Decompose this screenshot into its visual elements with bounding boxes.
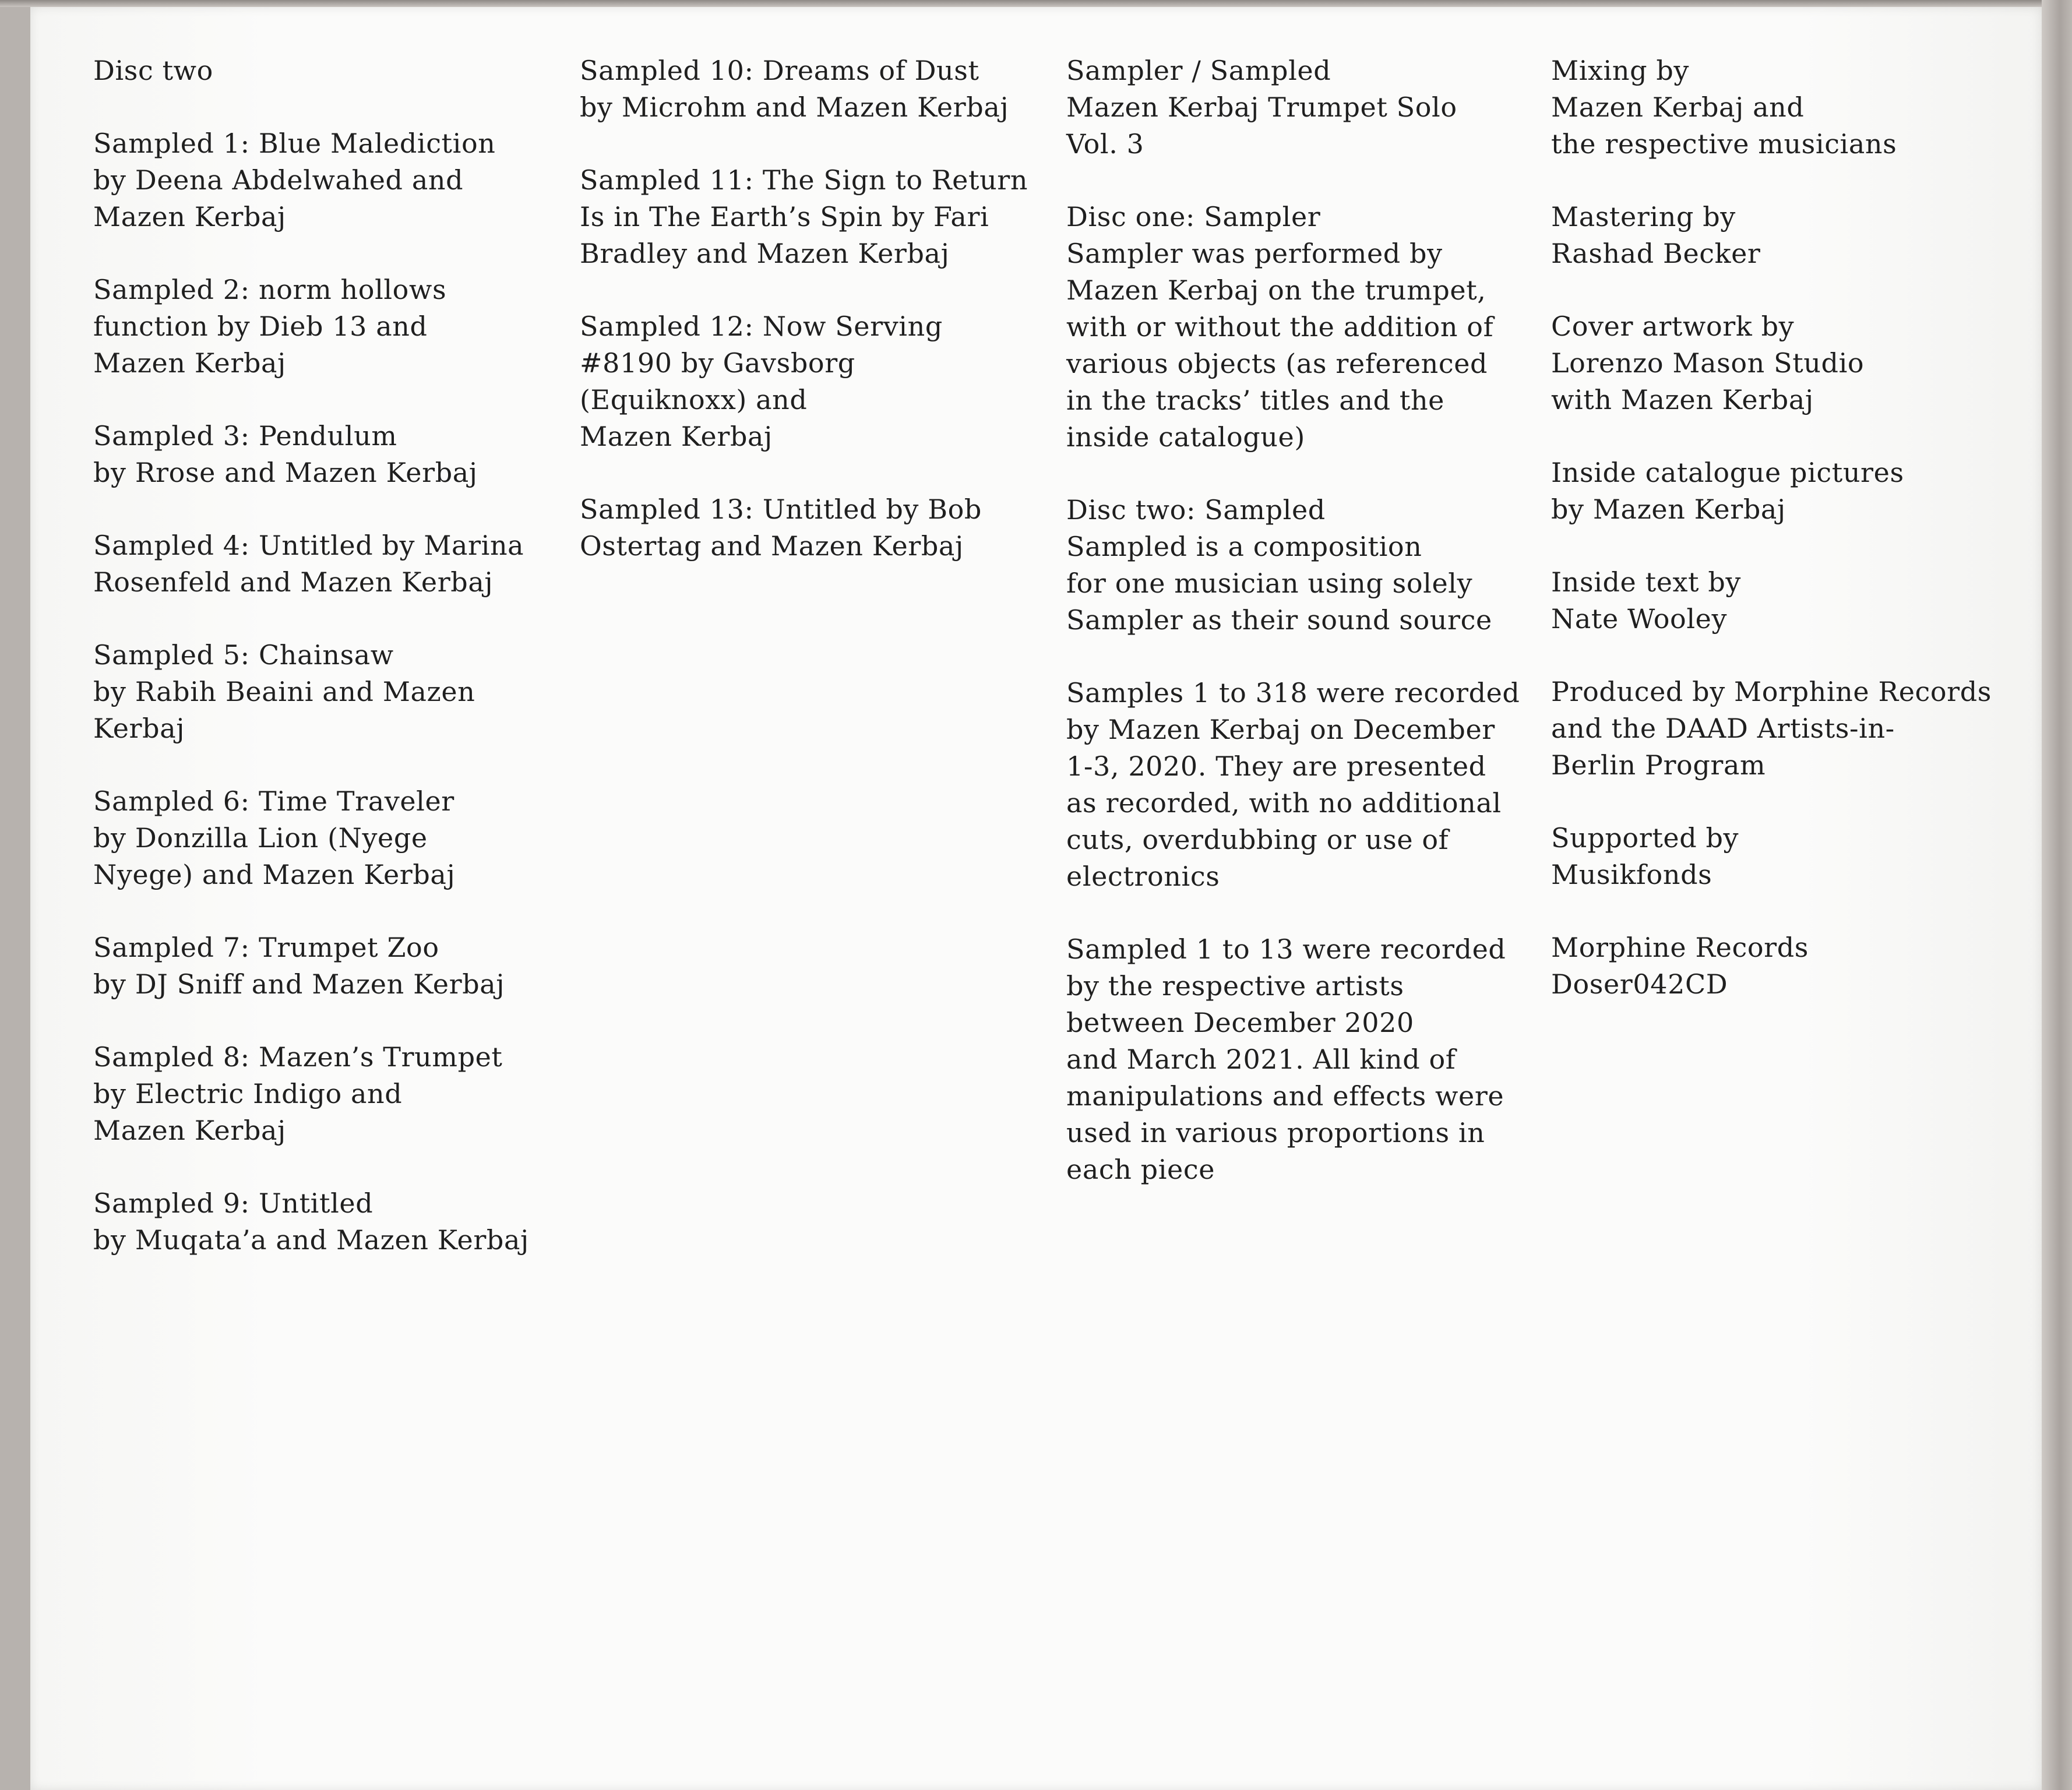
credit-line: cuts, overdubbing or use of — [1066, 824, 1449, 855]
credit-block — [1551, 199, 2006, 272]
credit-line: by the respective artists — [1066, 970, 1404, 1002]
credit-line: Sampled 4: Untitled by Marina — [93, 530, 524, 561]
credit-line: function by Dieb 13 and — [93, 311, 428, 342]
credit-line: Sampled 3: Pendulum — [93, 420, 397, 452]
credit-line: Mazen Kerbaj on the trumpet, — [1066, 274, 1486, 306]
credit-block — [93, 929, 548, 1003]
credit-line: and the DAAD Artists-in- — [1551, 713, 1895, 744]
credit-block — [1551, 820, 2006, 893]
credit-block — [1551, 308, 2006, 418]
credit-line: Produced by Morphine Records — [1551, 676, 1992, 707]
credit-line: Disc two: Sampled — [1066, 494, 1326, 526]
booklet-right-edge — [2042, 0, 2072, 1790]
credit-block — [1551, 52, 2006, 163]
credit-line: inside catalogue) — [1066, 421, 1305, 453]
credit-block — [1551, 929, 2006, 1003]
credit-line: Disc two — [93, 55, 213, 86]
credit-line: Rosenfeld and Mazen Kerbaj — [93, 566, 494, 598]
booklet-top-edge — [0, 0, 2072, 7]
credits-column-4 — [1551, 52, 2006, 1039]
credit-line: and March 2021. All kind of — [1066, 1044, 1456, 1075]
credit-line: Sampled 10: Dreams of Dust — [580, 55, 979, 86]
credit-line: Berlin Program — [1551, 749, 1766, 781]
credit-line: Bradley and Mazen Kerbaj — [580, 238, 950, 269]
credit-line: by Mazen Kerbaj on December — [1066, 714, 1495, 745]
credits-column-1 — [93, 52, 548, 1295]
credit-line: Sampled is a composition — [1066, 531, 1422, 562]
credit-line: by Rrose and Mazen Kerbaj — [93, 457, 478, 488]
credit-line: (Equiknoxx) and — [580, 384, 808, 415]
credit-line: Ostertag and Mazen Kerbaj — [580, 530, 964, 562]
credit-block — [580, 308, 1034, 455]
credit-line: as recorded, with no additional — [1066, 787, 1502, 819]
credit-line: for one musician using solely — [1066, 568, 1473, 599]
credit-line: by Muqata’a and Mazen Kerbaj — [93, 1224, 529, 1256]
credit-line: Sampled 6: Time Traveler — [93, 785, 454, 817]
credit-block — [93, 52, 548, 89]
credit-block — [1066, 675, 1521, 895]
credit-line: Sampler / Sampled — [1066, 55, 1331, 86]
credit-block — [93, 125, 548, 235]
credit-block — [580, 162, 1034, 272]
credit-line: with or without the addition of — [1066, 311, 1494, 343]
credit-line: Cover artwork by — [1551, 311, 1795, 342]
credit-line: Doser042CD — [1551, 968, 1728, 1000]
credit-line: the respective musicians — [1551, 128, 1897, 160]
credit-block — [93, 1185, 548, 1259]
credit-block — [1066, 492, 1521, 639]
credit-line: Vol. 3 — [1066, 128, 1144, 160]
credit-line: in the tracks’ titles and the — [1066, 385, 1445, 416]
credit-line: Mazen Kerbaj — [93, 347, 286, 379]
credit-block — [93, 1039, 548, 1149]
credit-line: between December 2020 — [1066, 1007, 1414, 1038]
credit-line: by Mazen Kerbaj — [1551, 494, 1786, 525]
credit-line: by Rabih Beaini and Mazen — [93, 676, 475, 707]
credit-line: Sampled 7: Trumpet Zoo — [93, 932, 439, 963]
credit-block — [93, 527, 548, 601]
credit-line: Sampled 8: Mazen’s Trumpet — [93, 1041, 503, 1073]
credit-line: Sampler as their sound source — [1066, 604, 1492, 636]
credit-line: Is in The Earth’s Spin by Fari — [580, 201, 989, 232]
credit-line: Mazen Kerbaj — [580, 421, 773, 452]
credit-block — [1066, 931, 1521, 1188]
credit-line: by Donzilla Lion (Nyege — [93, 822, 428, 854]
credit-block — [580, 52, 1034, 126]
credit-block — [93, 783, 548, 893]
credit-line: Mazen Kerbaj Trumpet Solo — [1066, 91, 1457, 123]
credit-line: with Mazen Kerbaj — [1551, 384, 1814, 415]
credit-block — [1066, 199, 1521, 456]
credit-line: Nyege) and Mazen Kerbaj — [93, 859, 456, 890]
credit-block — [93, 272, 548, 382]
credit-line: Inside text by — [1551, 566, 1741, 598]
credit-line: Morphine Records — [1551, 932, 1809, 963]
credit-line: Lorenzo Mason Studio — [1551, 347, 1865, 379]
credit-line: Samples 1 to 318 were recorded — [1066, 677, 1520, 709]
credit-line: Sampled 1: Blue Malediction — [93, 128, 496, 159]
credit-line: manipulations and effects were — [1066, 1080, 1504, 1112]
credit-line: by Deena Abdelwahed and — [93, 164, 464, 196]
credit-line: Sampled 5: Chainsaw — [93, 639, 394, 671]
credit-line: Disc one: Sampler — [1066, 201, 1321, 232]
credit-line: each piece — [1066, 1154, 1215, 1185]
credit-line: Rashad Becker — [1551, 238, 1761, 269]
credit-line: Musikfonds — [1551, 859, 1712, 890]
credit-line: used in various proportions in — [1066, 1117, 1485, 1148]
credits-column-3 — [1066, 52, 1521, 1224]
credit-line: electronics — [1066, 861, 1220, 892]
credit-line: Sampled 12: Now Serving — [580, 311, 943, 342]
credit-line: Mazen Kerbaj — [93, 1115, 286, 1146]
credit-line: Mixing by — [1551, 55, 1689, 86]
credit-line: Kerbaj — [93, 713, 185, 744]
credit-line: 1-3, 2020. They are presented — [1066, 750, 1486, 782]
credit-line: Sampler was performed by — [1066, 238, 1443, 269]
credit-line: Mazen Kerbaj and — [1551, 91, 1805, 123]
credit-line: by Microhm and Mazen Kerbaj — [580, 91, 1009, 123]
credit-block — [93, 418, 548, 491]
credit-line: Sampled 9: Untitled — [93, 1188, 373, 1219]
credit-line: Mastering by — [1551, 201, 1736, 232]
credits-column-2 — [580, 52, 1034, 601]
credit-block — [1551, 454, 2006, 528]
credit-line: Supported by — [1551, 822, 1739, 854]
credit-block — [580, 491, 1034, 565]
credit-block — [1551, 674, 2006, 784]
credit-line: Nate Wooley — [1551, 603, 1728, 635]
credit-block — [93, 637, 548, 747]
credit-line: Sampled 1 to 13 were recorded — [1066, 933, 1506, 965]
credit-line: Inside catalogue pictures — [1551, 457, 1904, 488]
credit-line: Mazen Kerbaj — [93, 201, 286, 232]
credit-line: Sampled 13: Untitled by Bob — [580, 494, 982, 525]
credit-block — [1066, 52, 1521, 163]
credit-line: Sampled 2: norm hollows — [93, 274, 447, 305]
credit-block — [1551, 564, 2006, 637]
credit-line: various objects (as referenced — [1066, 348, 1488, 379]
credit-line: Sampled 11: The Sign to Return — [580, 164, 1028, 196]
credit-line: by Electric Indigo and — [93, 1078, 403, 1109]
credit-line: by DJ Sniff and Mazen Kerbaj — [93, 968, 505, 1000]
credit-line: #8190 by Gavsborg — [580, 347, 855, 379]
